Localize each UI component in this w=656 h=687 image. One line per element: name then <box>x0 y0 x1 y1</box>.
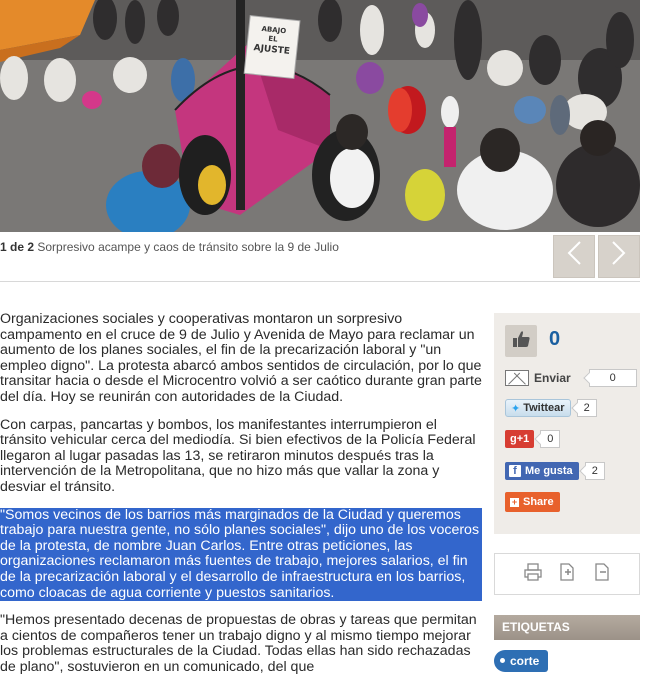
chevron-right-icon <box>611 239 627 274</box>
share-button-label: Share <box>523 496 554 508</box>
gallery-next-button[interactable] <box>598 235 640 278</box>
reduce-text-button[interactable] <box>591 563 613 585</box>
like-button[interactable] <box>505 325 537 357</box>
enlarge-text-button[interactable] <box>556 563 578 585</box>
facebook-share-row <box>505 461 605 481</box>
facebook-like-button[interactable] <box>505 462 579 480</box>
twitter-button-label: Twittear <box>523 402 565 414</box>
gplus-button[interactable]: g+1 <box>505 430 534 448</box>
gplus-share-row <box>505 429 560 449</box>
share-button[interactable] <box>505 492 560 512</box>
plus-icon: + <box>511 496 518 507</box>
thumbs-up-icon <box>511 329 531 354</box>
share-panel <box>494 313 640 534</box>
twitter-bird-icon: ✦ <box>511 402 521 415</box>
article-body <box>0 312 484 687</box>
print-button[interactable] <box>522 563 544 585</box>
tags-section-title: ETIQUETAS <box>494 615 640 640</box>
gplus-count: 0 <box>540 430 560 448</box>
share-button-row <box>505 492 560 512</box>
gallery-photo <box>0 0 640 232</box>
article-paragraph-4: "Hemos presentado decenas de propuestas de obras y tareas que permitan a cientos de compañeros tener un trabajo digno y al mismo tiempo mejorar los problemas estructurales de la Ciudad. Todas ellas han sido rechazadas de plano", sostuvieron en un comunicado, del que <box>0 612 477 675</box>
sign-line-3: AJUSTE <box>253 43 291 57</box>
gallery-counter: 1 de 2 <box>0 240 35 254</box>
facebook-button-label: Me gusta <box>525 465 573 477</box>
facebook-icon: f <box>509 465 521 477</box>
like-count: 0 <box>549 328 561 350</box>
tag-link-corte[interactable]: corte <box>494 650 548 672</box>
gallery-prev-button[interactable] <box>553 235 595 278</box>
enlarge-text-icon <box>557 562 577 587</box>
email-share-count: 0 <box>589 369 637 387</box>
sign-line-1: ABAJO <box>261 24 287 36</box>
article-paragraph-2: Con carpas, pancartas y bombos, los manifestantes interrumpieron el tránsito vehicular cerca del mediodía. Si bien efectivos de la Policía Federal llegaron al lugar pasadas las 13, se retiraron minutos después tras la intervención de la Metropolitana, que no hizo más que vallar la zona y desviar el tránsito. <box>0 416 476 495</box>
email-share-label: Enviar <box>534 371 571 385</box>
twitter-share-row <box>505 398 597 418</box>
twitter-button[interactable] <box>505 399 571 417</box>
protest-photo-illustration <box>0 0 640 232</box>
print-icon <box>523 562 543 587</box>
envelope-icon <box>505 370 529 386</box>
gallery-caption-text: Sorpresivo acampe y caos de tránsito sobre la 9 de Julio <box>37 240 339 254</box>
sign-line-2: EL <box>267 34 278 44</box>
twitter-count: 2 <box>577 399 597 417</box>
article-tools <box>494 553 640 595</box>
reduce-text-icon <box>592 562 612 587</box>
facebook-count: 2 <box>585 462 605 480</box>
section-divider <box>0 281 640 282</box>
article-paragraph-3-selected: "Somos vecinos de los barrios más marginados de la Ciudad y queremos trabajo para nuestra gente, no sólo planes sociales", dijo uno de los voceros de la protesta, de nombre Juan Carlos. Entre otras peticiones, las organizaciones reclamaron más fuentes de trabajo, mejores salarios, el fin de la precarización laboral y el desarrollo de infraestructura en los barrios, como cloacas de agua corriente y puestos sanitarios. <box>0 508 482 602</box>
gallery-caption <box>0 236 540 258</box>
chevron-left-icon <box>566 239 582 274</box>
article-paragraph-1: Organizaciones sociales y cooperativas montaron un sorpresivo campamento en el cruce de 9 de Julio y Avenida de Mayo para reclamar un aumento de los planes sociales, el fin de la precarización laboral y "un empleo digno". La protesta abarcó ambos sentidos de circulación, por lo que transitar hacia o desde el Microcentro volvió a ser caótico durante gran parte del día. Hoy se reunirán con autoridades de la Ciudad. <box>0 311 482 405</box>
email-share-row[interactable] <box>505 368 637 388</box>
